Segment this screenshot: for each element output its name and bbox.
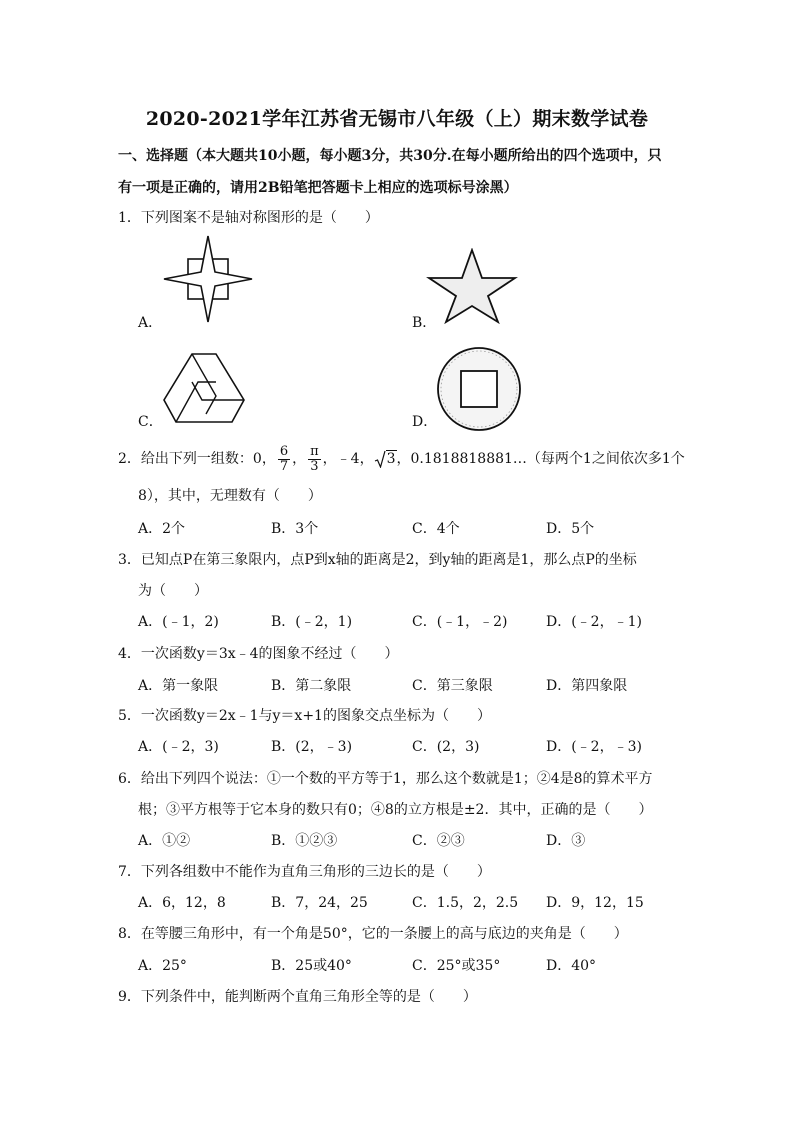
question-8-option-d[interactable]: D．40°: [546, 958, 597, 974]
question-5-stem: 5．一次函数y＝2x﹣1与y＝x+1的图象交点坐标为（ ）: [118, 708, 491, 724]
question-6-option-b[interactable]: B．①②③: [271, 833, 338, 849]
question-3-stem: 3．已知点P在第三象限内，点P到x轴的距离是2，到y轴的距离是1，那么点P的坐标: [118, 552, 637, 568]
question-2-option-c[interactable]: C．4个: [412, 521, 460, 537]
question-1-option-c[interactable]: C．: [138, 414, 163, 430]
fraction-6-7: [278, 445, 290, 474]
question-7-option-c[interactable]: C．1.5，2，2.5: [412, 895, 519, 911]
question-3-option-d[interactable]: D．(﹣2，﹣1): [546, 614, 642, 630]
question-6-stem: 6．给出下列四个说法：①一个数的平方等于1，那么这个数就是1；②4是8的算术平方: [118, 771, 653, 787]
fraction-6-7-numerator: 6: [279, 443, 289, 459]
question-2-tail: ，0.1818818881…（每两个1之间依次多1个: [396, 451, 685, 467]
question-6-option-a[interactable]: A．①②: [138, 833, 191, 849]
page-title: 2020-2021学年江苏省无锡市八年级（上）期末数学试卷: [145, 108, 649, 130]
question-7-option-a[interactable]: A．6，12，8: [138, 895, 226, 911]
question-3-option-c[interactable]: C．(﹣1，﹣2): [412, 614, 508, 630]
question-8-option-c[interactable]: C．25°或35°: [412, 958, 501, 974]
question-6-stem-line2: 根；③平方根等于它本身的数只有0；④8的立方根是±2．其中，正确的是（ ）: [138, 802, 653, 818]
fraction-pi-3: [308, 445, 321, 474]
fraction-pi-3-denominator: 3: [310, 458, 319, 474]
question-5-option-d[interactable]: D．(﹣2，﹣3): [546, 739, 642, 755]
question-2-prefix: 2．给出下列一组数：0，: [118, 451, 276, 467]
question-2-stem: [118, 443, 685, 474]
question-2-stem-line2: 8），其中，无理数有（ ）: [138, 488, 322, 504]
question-3-option-a[interactable]: A．(﹣1，2): [138, 614, 219, 630]
question-4-option-b[interactable]: B．第二象限: [271, 678, 352, 694]
radical-sign-icon: [374, 450, 386, 468]
question-7-option-d[interactable]: D．9，12，15: [546, 895, 644, 911]
question-2-option-d[interactable]: D．5个: [546, 521, 595, 537]
square-root-3: [374, 449, 397, 469]
question-1-option-a[interactable]: A．: [138, 315, 163, 331]
question-2-separator: ，: [292, 451, 307, 467]
section-heading-line2: 有一项是正确的，请用2B铅笔把答题卡上相应的选项标号涂黑）: [118, 180, 518, 196]
fraction-pi-3-numerator: π: [310, 443, 319, 459]
radicand: 3: [386, 451, 396, 467]
question-8-option-a[interactable]: A．25°: [138, 958, 187, 974]
question-8-stem: 8．在等腰三角形中，有一个角是50°，它的一条腰上的高与底边的夹角是（ ）: [118, 926, 628, 942]
question-5-option-a[interactable]: A．(﹣2，3): [138, 739, 219, 755]
four-point-star-icon: [162, 234, 254, 328]
fraction-6-7-denominator: 7: [279, 458, 289, 474]
question-5-option-c[interactable]: C．(2，3): [412, 739, 480, 755]
coin-square-hole-icon: [436, 346, 522, 436]
question-8-option-b[interactable]: B．25或40°: [271, 958, 352, 974]
question-3-option-b[interactable]: B．(﹣2，1): [271, 614, 353, 630]
question-5-option-b[interactable]: B．(2，﹣3): [271, 739, 353, 755]
question-9-stem: 9．下列条件中，能判断两个直角三角形全等的是（ ）: [118, 989, 477, 1005]
question-4-stem: 4．一次函数y＝3x﹣4的图象不经过（ ）: [118, 646, 399, 662]
triangle-ribbon-icon: [162, 352, 246, 434]
question-2-option-b[interactable]: B．3个: [271, 521, 319, 537]
question-4-option-c[interactable]: C．第三象限: [412, 678, 493, 694]
question-3-stem-line2: 为（ ）: [138, 583, 208, 599]
question-1-option-b[interactable]: B．: [412, 315, 437, 331]
question-1-stem: 1．下列图案不是轴对称图形的是（ ）: [118, 210, 379, 226]
question-7-option-b[interactable]: B．7，24，25: [271, 895, 368, 911]
question-2-option-a[interactable]: A．2个: [138, 521, 186, 537]
question-1-option-d[interactable]: D．: [412, 414, 438, 430]
section-heading-line1: 一、选择题（本大题共10小题，每小题3分，共30分.在每小题所给出的四个选项中，只: [118, 148, 662, 164]
question-4-option-d[interactable]: D．第四象限: [546, 678, 628, 694]
question-6-option-d[interactable]: D．③: [546, 833, 586, 849]
question-2-middle: ，﹣4，: [322, 451, 374, 467]
question-4-option-a[interactable]: A．第一象限: [138, 678, 219, 694]
five-point-star-icon: [426, 248, 518, 328]
question-6-option-c[interactable]: C．②③: [412, 833, 465, 849]
question-7-stem: 7．下列各组数中不能作为直角三角形的三边长的是（ ）: [118, 864, 491, 880]
